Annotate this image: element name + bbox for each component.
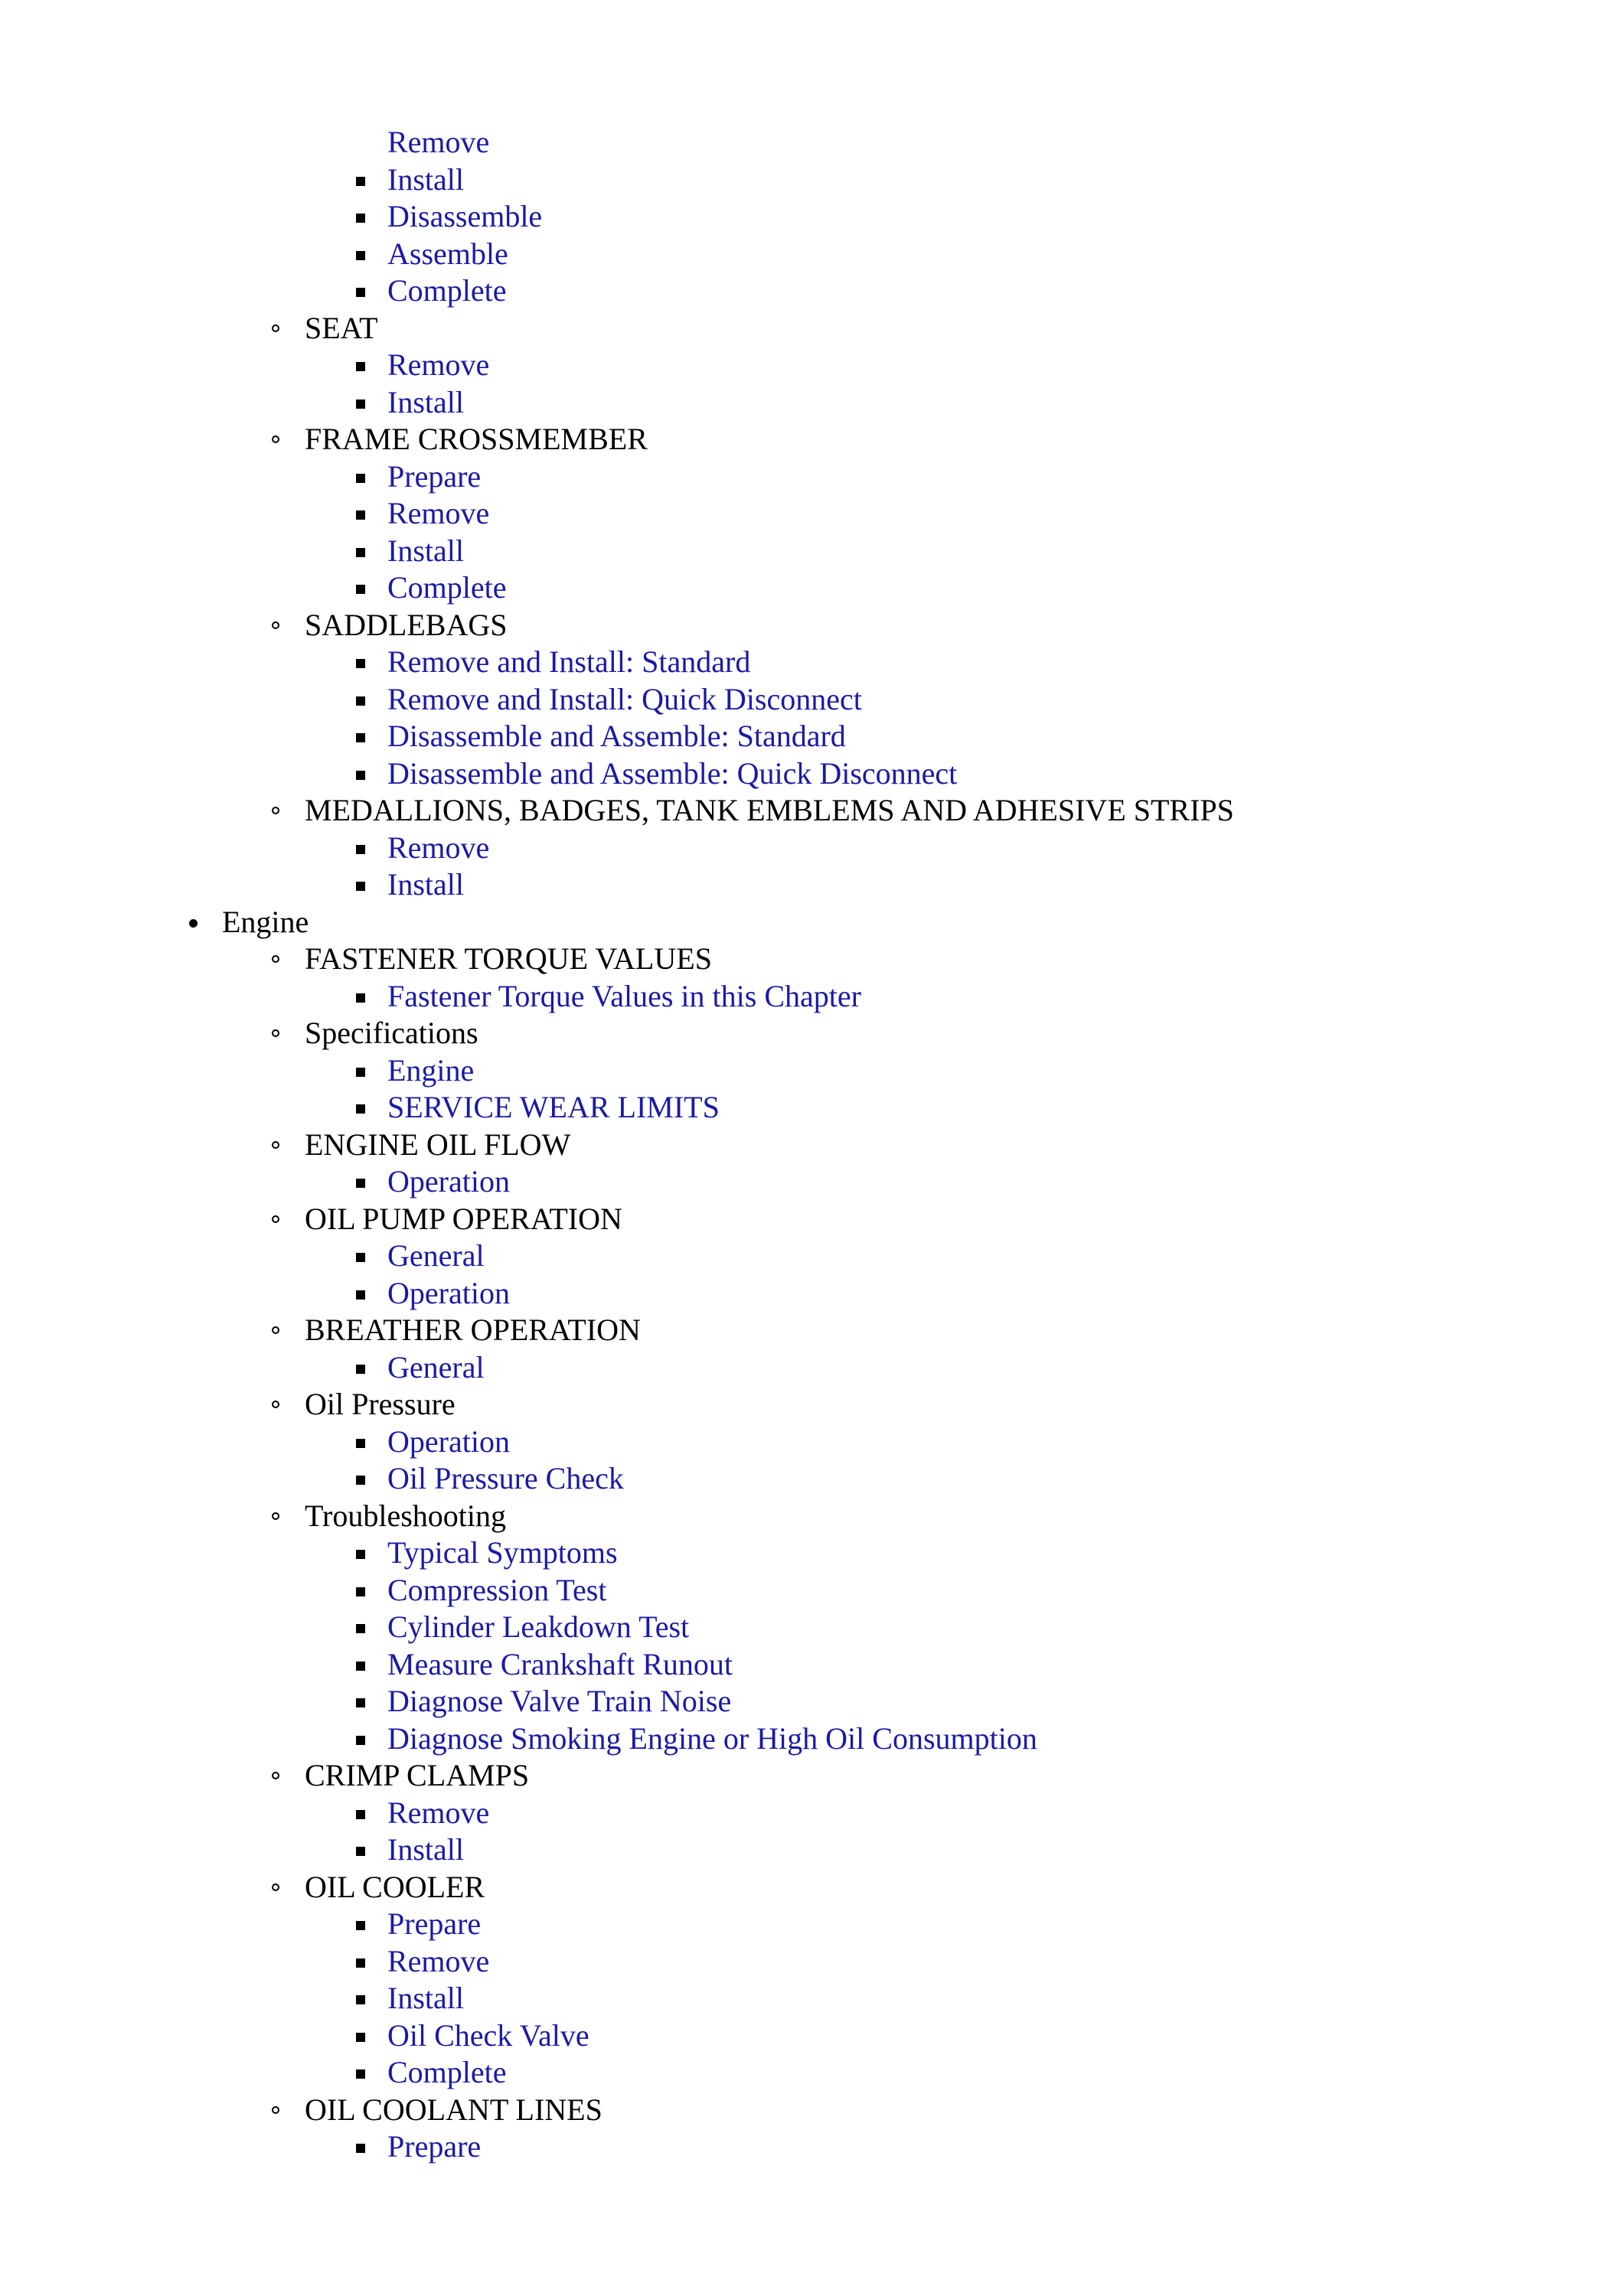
section-title: Specifications: [305, 1016, 478, 1050]
toc-entry: [0, 2054, 1623, 2092]
toc-link[interactable]: Diagnose Smoking Engine or High Oil Consumption: [387, 1720, 1037, 1756]
toc-link[interactable]: Prepare: [387, 2129, 482, 2164]
toc-link[interactable]: Install: [387, 1981, 464, 2015]
toc-link[interactable]: General: [387, 1238, 485, 1273]
section-title: OIL PUMP OPERATION: [305, 1201, 622, 1236]
toc-entry: [0, 1906, 1623, 1943]
toc-section: [0, 1498, 1623, 1535]
toc-link[interactable]: Prepare: [387, 458, 482, 494]
toc-entry: [0, 272, 1623, 310]
toc-entry: [0, 1275, 1623, 1313]
toc-entry: [0, 1349, 1623, 1387]
toc-entry: [0, 1052, 1623, 1090]
toc-entry: [0, 347, 1623, 384]
toc-link[interactable]: Operation: [387, 1275, 510, 1310]
chapter-title: Engine: [222, 904, 309, 939]
toc-section: [0, 1312, 1623, 1349]
toc-link[interactable]: General: [387, 1349, 485, 1384]
toc-entry: [0, 569, 1623, 607]
toc-link[interactable]: Disassemble and Assemble: Quick Disconnect: [387, 755, 958, 791]
toc-link[interactable]: Install: [387, 533, 464, 568]
toc-section: [0, 310, 1623, 347]
toc-link[interactable]: Complete: [387, 2055, 507, 2089]
toc-section: [0, 1201, 1623, 1238]
toc-link[interactable]: Measure Crankshaft Runout: [387, 1646, 733, 1681]
toc-link[interactable]: Remove and Install: Quick Disconnect: [387, 681, 862, 716]
toc-entry: [0, 1089, 1623, 1127]
toc-entry: [0, 1795, 1623, 1832]
toc-section: [0, 421, 1623, 458]
toc-entry: [0, 1534, 1623, 1572]
toc-entry: [0, 1238, 1623, 1275]
section-title: FASTENER TORQUE VALUES: [305, 941, 712, 976]
toc-link[interactable]: Oil Check Valve: [387, 2017, 589, 2053]
toc-entry: [0, 1646, 1623, 1684]
toc-entry: [0, 866, 1623, 904]
toc-link[interactable]: Install: [387, 1832, 464, 1867]
toc-section: [0, 607, 1623, 644]
toc-entry: [0, 236, 1623, 273]
toc-link[interactable]: Install: [387, 384, 464, 419]
toc-entry: [0, 458, 1623, 496]
section-title: Oil Pressure: [305, 1387, 456, 1421]
toc-section: [0, 792, 1623, 830]
toc-entry: [0, 644, 1623, 681]
table-of-contents: [0, 124, 1623, 2166]
toc-section: [0, 1869, 1623, 1906]
toc-link[interactable]: Remove: [387, 496, 490, 530]
toc-link[interactable]: Disassemble and Assemble: Standard: [387, 719, 846, 753]
section-title: CRIMP CLAMPS: [305, 1758, 530, 1792]
toc-link[interactable]: Disassemble: [387, 199, 543, 233]
toc-entry: [0, 1720, 1623, 1758]
toc-entry: [0, 1163, 1623, 1201]
section-title: OIL COOLANT LINES: [305, 2092, 603, 2127]
toc-link[interactable]: Assemble: [387, 236, 508, 271]
toc-entry: [0, 1572, 1623, 1609]
section-title: MEDALLIONS, BADGES, TANK EMBLEMS AND ADHESIVE STRIPS: [305, 793, 1234, 827]
toc-entry: [0, 1831, 1623, 1869]
toc-link[interactable]: Install: [387, 867, 464, 902]
section-title: SEAT: [305, 310, 378, 345]
toc-section: [0, 1015, 1623, 1052]
section-title: OIL COOLER: [305, 1869, 485, 1904]
toc-link[interactable]: Operation: [387, 1164, 510, 1199]
section-title: Troubleshooting: [305, 1498, 507, 1533]
toc-link[interactable]: Remove: [387, 830, 490, 865]
toc-link[interactable]: Complete: [387, 273, 507, 308]
toc-entry: [0, 681, 1623, 719]
toc-section: [0, 1386, 1623, 1424]
toc-link[interactable]: Oil Pressure Check: [387, 1461, 624, 1495]
toc-link[interactable]: Remove: [387, 125, 490, 159]
toc-entry: [0, 161, 1623, 199]
section-title: SADDLEBAGS: [305, 607, 508, 642]
toc-entry: [0, 1460, 1623, 1498]
toc-link[interactable]: Install: [387, 161, 464, 197]
toc-link[interactable]: Remove and Install: Standard: [387, 644, 751, 679]
toc-entry: [0, 384, 1623, 422]
toc-link[interactable]: Remove: [387, 1795, 490, 1830]
toc-link[interactable]: Engine: [387, 1052, 475, 1088]
toc-entry: [0, 1980, 1623, 2017]
toc-link[interactable]: Typical Symptoms: [387, 1535, 618, 1570]
toc-link[interactable]: Fastener Torque Values in this Chapter: [387, 978, 861, 1013]
toc-entry: [0, 830, 1623, 867]
toc-entry: [0, 1683, 1623, 1720]
toc-entry: [0, 1943, 1623, 1981]
toc-section: [0, 941, 1623, 978]
toc-entry: [0, 978, 1623, 1016]
toc-entry: [0, 495, 1623, 533]
toc-section: [0, 1127, 1623, 1164]
toc-link[interactable]: Remove: [387, 1943, 490, 1978]
toc-entry: [0, 718, 1623, 755]
toc-link[interactable]: Operation: [387, 1424, 510, 1459]
toc-entry: [0, 2128, 1623, 2166]
toc-entry: [0, 2017, 1623, 2055]
toc-entry: [0, 1609, 1623, 1646]
toc-link[interactable]: Cylinder Leakdown Test: [387, 1609, 690, 1644]
toc-entry: [0, 124, 1623, 161]
section-title: ENGINE OIL FLOW: [305, 1127, 571, 1162]
toc-chapter: [0, 904, 1623, 941]
toc-section: [0, 1757, 1623, 1795]
toc-link[interactable]: Diagnose Valve Train Noise: [387, 1684, 732, 1718]
toc-link[interactable]: Prepare: [387, 1906, 482, 1941]
section-title: BREATHER OPERATION: [305, 1313, 641, 1347]
toc-section: [0, 2092, 1623, 2129]
toc-entry: [0, 755, 1623, 793]
toc-entry: [0, 198, 1623, 236]
section-title: FRAME CROSSMEMBER: [305, 422, 648, 456]
toc-entry: [0, 533, 1623, 570]
toc-entry: [0, 1424, 1623, 1461]
toc-link[interactable]: Compression Test: [387, 1572, 607, 1607]
toc-link[interactable]: Remove: [387, 347, 490, 382]
toc-link[interactable]: Complete: [387, 570, 507, 605]
toc-link[interactable]: SERVICE WEAR LIMITS: [387, 1090, 720, 1124]
